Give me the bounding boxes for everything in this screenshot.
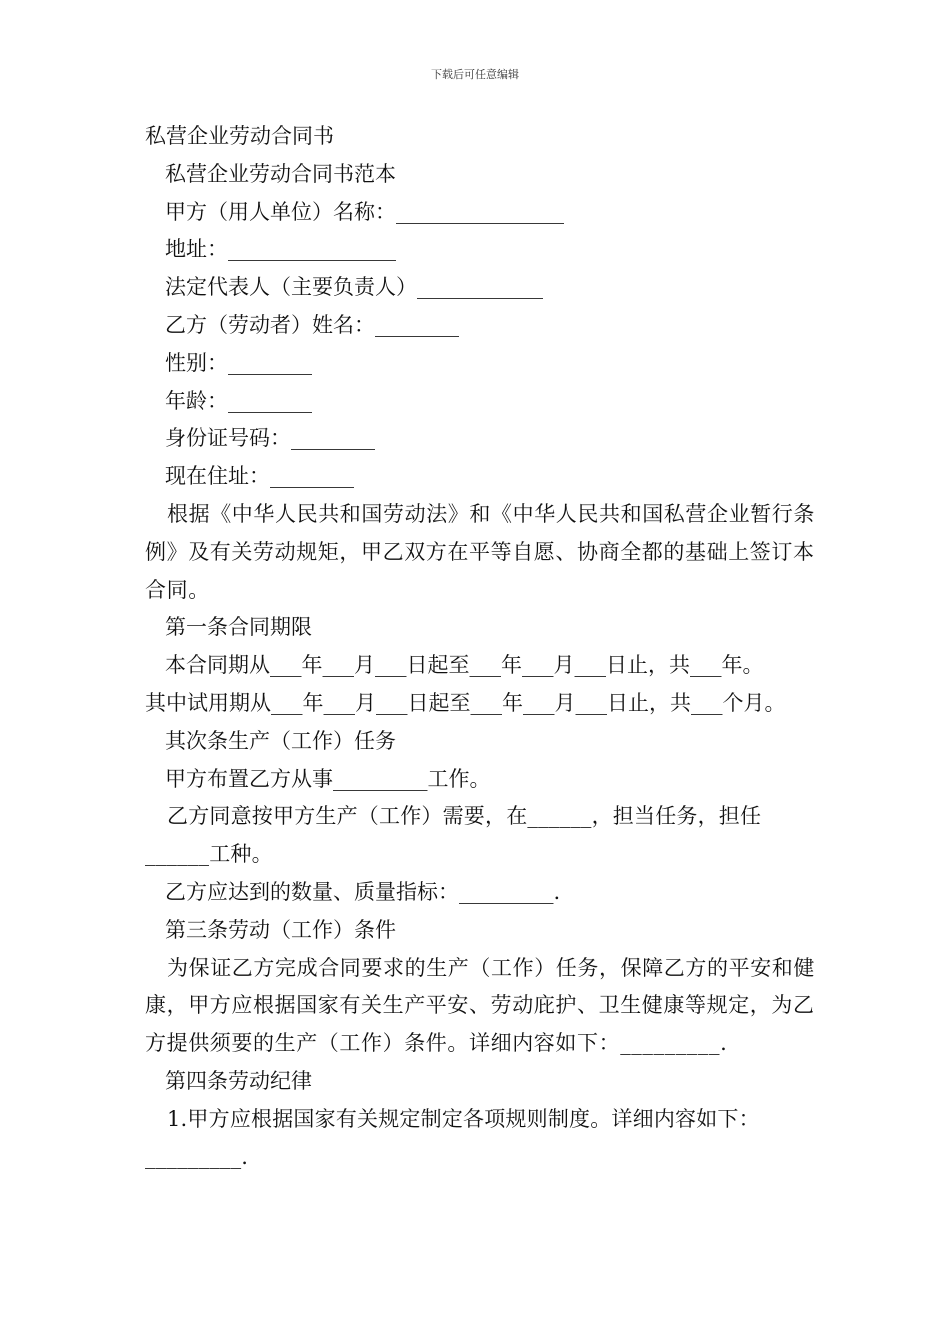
id-number-field: 身份证号码：________: [165, 426, 375, 451]
page-header-note: 下载后可任意编辑: [431, 68, 519, 81]
article-2-targets: 乙方应达到的数量、质量指标：_________.: [165, 879, 561, 904]
document-title: 私营企业劳动合同书: [145, 124, 334, 148]
article-1-probation: 其中试用期从___年___月___日起至___年___月___日止，共___个月。: [145, 690, 786, 715]
article-3-paragraph: 为保证乙方完成合同要求的生产（工作）任务，保障乙方的平安和健康，甲方应根据国家有关生产平安、劳动庇护、卫生健康等规定，为乙方提供须要的生产（工作）条件。详细内容如下：_________.: [145, 955, 815, 1056]
article-2-assignment: 甲方布置乙方从事_________工作。: [165, 766, 491, 791]
article-2-paragraph: 乙方同意按甲方生产（工作）需要，在______，担当任务，担任______工种。: [145, 804, 762, 867]
employer-name-field: 甲方（用人单位）名称：________________: [165, 199, 564, 224]
document-subtitle: 私营企业劳动合同书范本: [165, 161, 396, 186]
gender-field: 性别：________: [165, 350, 312, 375]
contract-document: [145, 118, 815, 1176]
employee-name-field: 乙方（劳动者）姓名：________: [165, 312, 459, 337]
article-4-heading: 第四条劳动纪律: [165, 1068, 312, 1093]
article-1-heading: 第一条合同期限: [165, 615, 312, 640]
article-3-heading: 第三条劳动（工作）条件: [165, 917, 396, 942]
address-field: 地址：________________: [165, 237, 396, 262]
preamble-paragraph: 根据《中华人民共和国劳动法》和《中华人民共和国私营企业暂行条例》及有关劳动规矩，甲乙双方在平等自愿、协商全都的基础上签订本合同。: [145, 501, 815, 602]
article-1-term: 本合同期从___年___月___日起至___年___月___日止，共___年。: [165, 653, 764, 678]
age-field: 年龄：________: [165, 388, 312, 413]
article-2-heading: 其次条生产（工作）任务: [165, 728, 396, 753]
article-4-paragraph: 1.甲方应根据国家有关规定制定各项规则制度。详细内容如下：_________.: [145, 1106, 760, 1169]
current-address-field: 现在住址：________: [165, 464, 354, 489]
legal-representative-field: 法定代表人（主要负责人）____________: [165, 275, 543, 300]
